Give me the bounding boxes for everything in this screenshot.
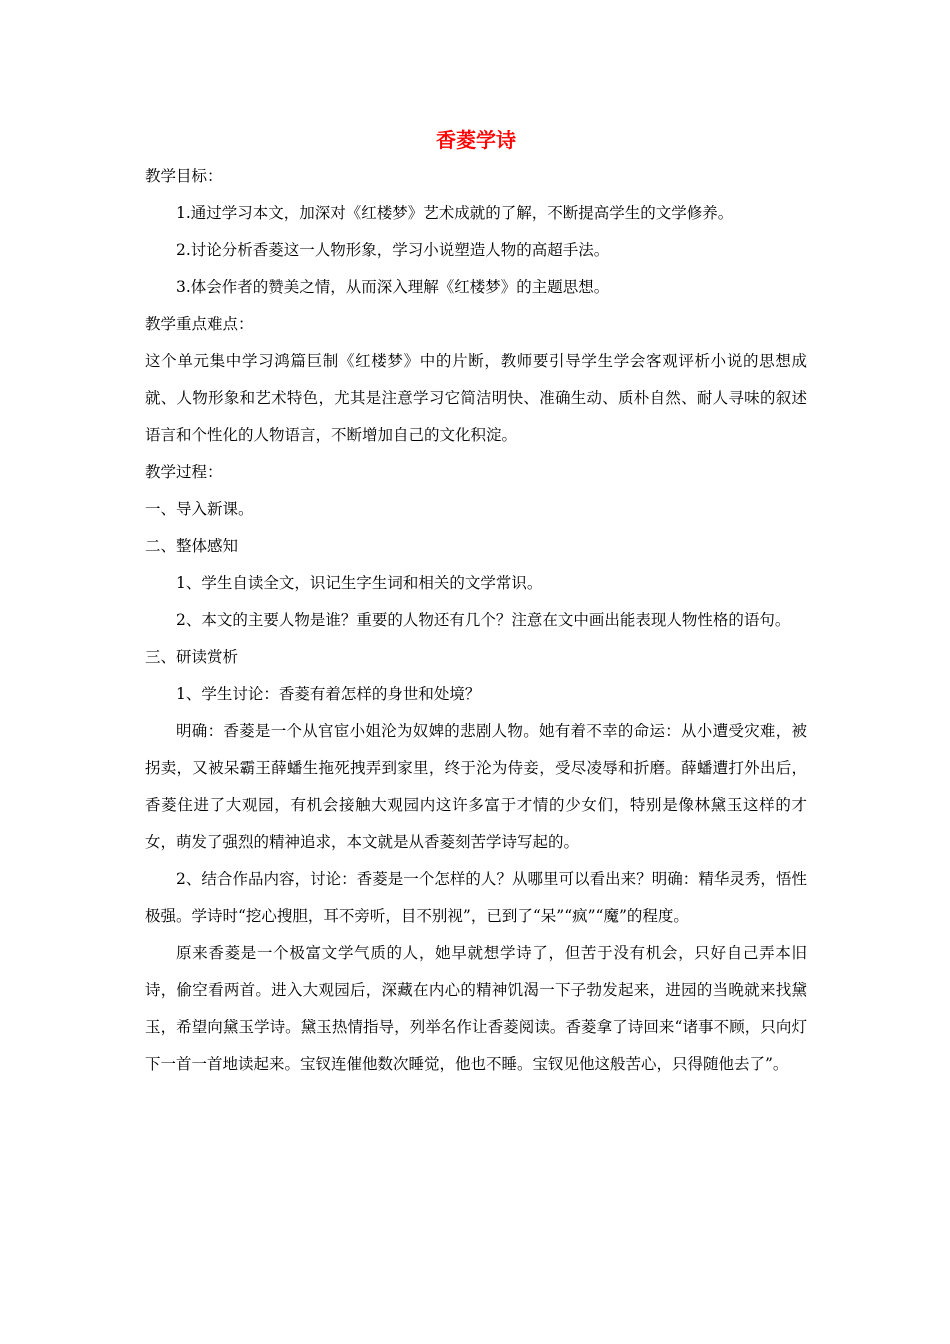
heading-objectives: 教学目标： — [145, 167, 223, 185]
answer-paragraph-1: 明确：香菱是一个从官宦小姐沦为奴婢的悲剧人物。她有着不幸的命运：从小遭受灾难，被拐卖，又被呆霸王薛蟠生拖死拽弄到家里，终于沦为侍妾，受尽凌辱和折磨。薛蟠遭打外出后，香菱住进了大观园，有机会接触大观园内这许多富于才情的少女们，特别是像林黛玉这样的才女，萌发了强烈的精神追求，本文就是从香菱刻苦学诗写起的。 — [145, 722, 807, 851]
objective-1: 1.通过学习本文，加深对《红楼梦》艺术成就的了解，不断提高学生的文学修养。 — [176, 204, 734, 222]
section-2-heading: 二、整体感知 — [145, 537, 239, 555]
section-1-heading: 一、导入新课。 — [145, 500, 254, 518]
section-2-item-2: 2、本文的主要人物是谁？重要的人物还有几个？注意在文中画出能表现人物性格的语句。 — [176, 611, 791, 629]
objective-3: 3.体会作者的赞美之情，从而深入理解《红楼梦》的主题思想。 — [176, 278, 610, 296]
objective-2: 2.讨论分析香菱这一人物形象，学习小说塑造人物的高超手法。 — [176, 241, 610, 259]
heading-process: 教学过程： — [145, 463, 223, 481]
section-3-item-2: 2、结合作品内容，讨论：香菱是一个怎样的人？从哪里可以看出来？明确：精华灵秀，悟性极强。学诗时“挖心搜胆，耳不旁听，目不别视”，已到了“呆”“疯”“魔”的程度。 — [145, 870, 807, 925]
section-3-heading: 三、研读赏析 — [145, 648, 239, 666]
heading-key-points: 教学重点难点： — [145, 315, 254, 333]
document-page — [145, 122, 807, 1083]
key-points-paragraph: 这个单元集中学习鸿篇巨制《红楼梦》中的片断，教师要引导学生学会客观评析小说的思想成就、人物形象和艺术特色，尤其是注意学习它简洁明快、准确生动、质朴自然、耐人寻味的叙述语言和个性化的人物语言，不断增加自己的文化积淀。 — [145, 352, 807, 444]
section-3-item-1: 1、学生讨论：香菱有着怎样的身世和处境？ — [176, 685, 481, 703]
section-2-item-1: 1、学生自读全文，识记生字生词和相关的文学常识。 — [176, 574, 543, 592]
document-title: 香菱学诗 — [436, 128, 516, 152]
body-paragraph-original: 原来香菱是一个极富文学气质的人，她早就想学诗了，但苦于没有机会，只好自己弄本旧诗，偷空看两首。进入大观园后，深藏在内心的精神饥渴一下子勃发起来，进园的当晚就来找黛玉，希望向黛玉学诗。黛玉热情指导，列举名作让香菱阅读。香菱拿了诗回来“诸事不顾，只向灯下一首一首地读起来。宝钗连催他数次睡觉，他也不睡。宝钗见他这般苦心，只得随他去了”。 — [145, 944, 807, 1073]
